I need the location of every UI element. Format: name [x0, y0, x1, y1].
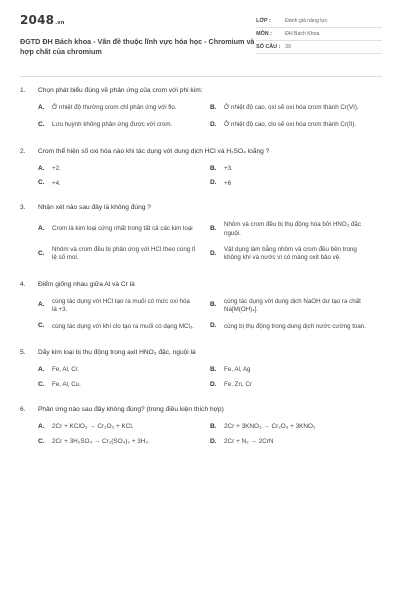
- answer-option-c[interactable]: [38, 381, 210, 390]
- option-text: Nhôm và crom đều bị phản ứng với HCl theo cùng tỉ lệ số mol.: [52, 245, 196, 262]
- option-letter: A.: [38, 301, 45, 309]
- option-text: +2.: [52, 164, 61, 172]
- option-letter: D.: [210, 437, 217, 445]
- header-divider: [20, 76, 382, 77]
- answer-option-d[interactable]: [210, 179, 382, 188]
- question-text: Crom thể hiện số oxi hóa nào khi tác dụng với dung dịch HCl và H₂SO₄ loãng ?: [38, 147, 270, 155]
- option-text: Fe, Al, Cr.: [52, 366, 80, 374]
- answer-option-a[interactable]: [38, 298, 210, 315]
- answer-option-b[interactable]: [210, 423, 382, 432]
- logo-suffix: .vn: [55, 20, 65, 26]
- answer-option-d[interactable]: [210, 438, 382, 447]
- option-letter: C.: [38, 380, 45, 388]
- option-text: Ở nhiệt độ cao, clo sẽ oxi hóa crom thành Cr(II).: [224, 121, 357, 129]
- option-letter: D.: [210, 179, 217, 187]
- question-number: 6.: [20, 405, 26, 413]
- question-text: Phản ứng nào sau đây không đúng? (trong điều kiện thích hợp): [38, 405, 224, 413]
- question-text: Chọn phát biểu đúng về phản ứng của crom với phi kim:: [38, 87, 203, 94]
- answer-option-b[interactable]: [210, 366, 382, 375]
- answer-option-a[interactable]: [38, 423, 210, 432]
- option-letter: B.: [210, 366, 217, 374]
- answer-option-a[interactable]: [38, 221, 210, 238]
- question-list: [20, 87, 382, 453]
- question-number: 1.: [20, 87, 26, 94]
- option-letter: A.: [38, 366, 45, 374]
- site-logo[interactable]: [20, 12, 256, 28]
- question-text: Dãy kim loại bị thụ động trong axit HNO₃ đặc, nguội là: [38, 349, 196, 357]
- question-1: [20, 87, 382, 138]
- question-6: [20, 406, 382, 453]
- option-letter: B.: [210, 164, 217, 172]
- logo-main: 2048: [20, 13, 55, 27]
- question-5: [20, 349, 382, 396]
- answer-option-b[interactable]: [210, 298, 382, 315]
- worksheet-header: [20, 12, 382, 68]
- meta-value: 39: [285, 43, 291, 50]
- option-letter: A.: [38, 103, 45, 111]
- option-text: cùng bị thụ động trong dung dịch nước cường toan.: [224, 322, 366, 330]
- option-text: cùng tác dụng với khí clo tạo ra muối có dạng MCl₃.: [52, 322, 195, 330]
- question-header: [20, 349, 382, 358]
- option-text: +6: [224, 179, 232, 187]
- answer-option-b[interactable]: [210, 104, 382, 113]
- answer-option-d[interactable]: [210, 381, 382, 390]
- answer-options: [20, 104, 382, 138]
- meta-label: MÔN :: [256, 30, 272, 37]
- meta-row-subject: [256, 28, 382, 41]
- answer-option-d[interactable]: [210, 121, 382, 130]
- option-letter: A.: [38, 225, 45, 233]
- meta-value: Đánh giá năng lực: [285, 17, 328, 24]
- question-header: [20, 406, 382, 415]
- meta-row-class: [256, 15, 382, 28]
- option-text: Fe, Al, Ag: [224, 366, 251, 374]
- answer-option-c[interactable]: [38, 438, 210, 447]
- option-text: cùng tác dụng với HCl tạo ra muối có mức oxi hóa là +3.: [52, 297, 190, 313]
- question-2: [20, 148, 382, 195]
- answer-options: [20, 298, 382, 340]
- option-text: Fe, Zn, Cr: [224, 381, 252, 389]
- question-4: [20, 281, 382, 340]
- question-number: 2.: [20, 147, 26, 155]
- option-letter: D.: [210, 249, 217, 257]
- answer-option-c[interactable]: [38, 322, 210, 331]
- option-letter: A.: [38, 422, 45, 430]
- question-text: Điểm giống nhau giữa Al và Cr là: [38, 280, 135, 288]
- option-letter: C.: [38, 120, 45, 128]
- answer-options: [20, 221, 382, 270]
- option-text: 2Cr + KClO₃ → Cr₂O₃ + KCl.: [52, 422, 134, 430]
- answer-option-c[interactable]: [38, 246, 210, 263]
- option-text: cùng tác dụng với dung dịch NaOH dư tạo ra chất Na[M(OH)₄].: [224, 297, 361, 313]
- question-number: 5.: [20, 349, 26, 357]
- option-letter: C.: [38, 179, 45, 187]
- option-text: +3.: [224, 164, 233, 172]
- option-letter: D.: [210, 120, 217, 128]
- meta-row-count: [256, 41, 382, 54]
- answer-options: [20, 423, 382, 453]
- meta-label: SỐ CÂU :: [256, 43, 281, 50]
- answer-options: [20, 165, 382, 195]
- question-header: [20, 148, 382, 157]
- meta-value: ĐH Bách Khoa: [285, 30, 320, 37]
- answer-option-a[interactable]: [38, 366, 210, 375]
- option-text: Ở nhiệt độ cao, oxi sẽ oxi hóa crom thành Cr(VI).: [224, 104, 359, 112]
- document-title: ĐGTD ĐH Bách khoa - Vấn đề thuộc lĩnh vực hóa học - Chromium và hợp chất của chromium: [20, 37, 255, 57]
- option-text: 2Cr + 3KNO₃ → Cr₂O₃ + 3KNO₂: [224, 422, 316, 430]
- answer-option-a[interactable]: [38, 104, 210, 113]
- question-number: 3.: [20, 204, 26, 212]
- answer-option-b[interactable]: [210, 165, 382, 174]
- answer-option-c[interactable]: [38, 121, 210, 130]
- option-text: Fe, Al, Cu.: [52, 381, 81, 389]
- question-header: [20, 87, 382, 96]
- answer-option-b[interactable]: [210, 221, 382, 238]
- answer-option-d[interactable]: [210, 246, 382, 263]
- brand-block: [20, 12, 256, 57]
- option-text: 2Cr + N₂ → 2CrN: [224, 437, 274, 445]
- question-text: Nhận xét nào sau đây là không đúng ?: [38, 204, 151, 212]
- option-text: +4.: [52, 179, 61, 187]
- answer-option-c[interactable]: [38, 179, 210, 188]
- option-letter: B.: [210, 103, 217, 111]
- question-header: [20, 281, 382, 290]
- option-letter: D.: [210, 380, 217, 388]
- option-letter: B.: [210, 301, 217, 309]
- meta-info: [256, 15, 382, 54]
- meta-label: LỚP :: [256, 17, 271, 24]
- question-header: [20, 204, 382, 213]
- option-letter: C.: [38, 249, 45, 257]
- option-text: Crom là kim loại cứng nhất trong tất cả các kim loại: [52, 225, 193, 233]
- question-3: [20, 204, 382, 270]
- option-text: Lưu huỳnh không phản ứng được với crom.: [52, 121, 173, 129]
- option-text: Vật dụng làm bằng nhôm và crom đều bền trong không khí và nước vì có màng oxit bảo vệ.: [224, 245, 357, 262]
- option-letter: B.: [210, 422, 217, 430]
- answer-option-a[interactable]: [38, 165, 210, 174]
- option-letter: C.: [38, 322, 45, 330]
- answer-option-d[interactable]: [210, 322, 382, 331]
- option-letter: A.: [38, 164, 45, 172]
- option-letter: B.: [210, 225, 217, 233]
- question-number: 4.: [20, 280, 26, 288]
- option-text: Nhôm và crom đều bị thụ động hóa bởi HNO₃ đặc nguội.: [224, 221, 361, 237]
- option-text: 2Cr + 3H₂SO₄ → Cr₂(SO₄)₃ + 3H₂.: [52, 437, 150, 445]
- option-letter: C.: [38, 437, 45, 445]
- option-letter: D.: [210, 322, 217, 330]
- option-text: Ở nhiệt độ thường crom chỉ phản ứng với flo.: [52, 104, 177, 112]
- answer-options: [20, 366, 382, 396]
